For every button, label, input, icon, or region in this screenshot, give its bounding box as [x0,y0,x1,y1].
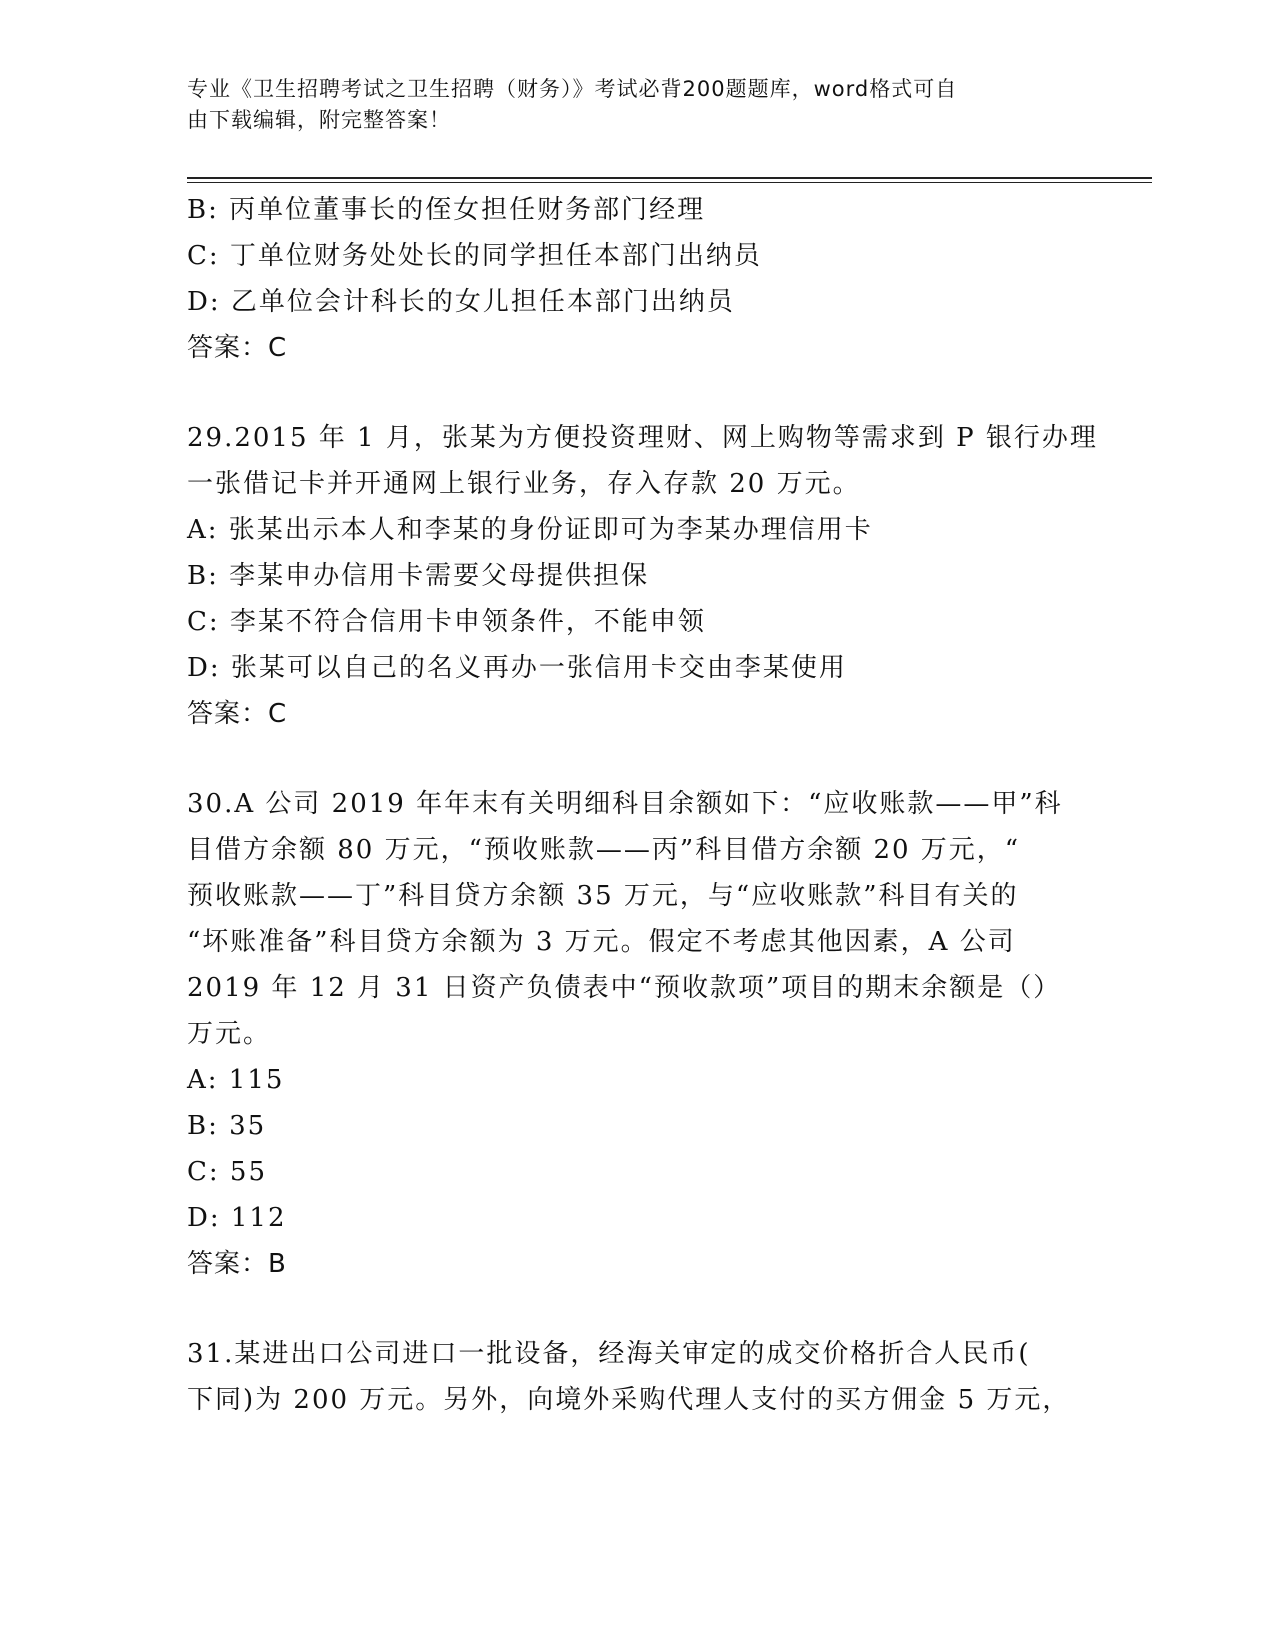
question-30 [187,781,1087,1287]
q31-stem-line-2: 下同)为 200 万元。另外，向境外采购代理人支付的买方佣金 5 万元， [187,1385,1071,1415]
q28-option-d: D: 乙单位会计科长的女儿担任本部门出纳员 [187,287,735,317]
q28-option-c: C: 丁单位财务处处长的同学担任本部门出纳员 [187,241,762,271]
q30-stem-line-6: 万元。 [187,1019,272,1049]
q29-option-d: D: 张某可以自己的名义再办一张信用卡交由李某使用 [187,653,847,683]
q29-stem-line-2: 一张借记卡并开通网上银行业务，存入存款 20 万元。 [187,469,861,499]
q29-option-a: A: 张某出示本人和李某的身份证即可为李某办理信用卡 [187,515,873,545]
spacer [187,1287,1087,1331]
q30-option-b: B: 35 [187,1111,267,1141]
q29-answer: 答案：C [187,699,288,729]
header-line-1: 专业《卫生招聘考试之卫生招聘（财务）》考试必背200题题库，word格式可自 [187,77,958,101]
q28-answer: 答案：C [187,333,288,363]
header-divider-thick [187,177,1152,179]
q30-answer: 答案：B [187,1249,287,1279]
q29-stem-line-1: 29.2015 年 1 月，张某为方便投资理财、网上购物等需求到 P 银行办理 [187,423,1098,453]
q30-option-d: D: 112 [187,1203,287,1233]
question-28-tail [187,187,1087,371]
q29-option-b: B: 李某申办信用卡需要父母提供担保 [187,561,650,591]
question-31 [187,1331,1087,1423]
spacer [187,371,1087,415]
q30-stem-line-1: 30.A 公司 2019 年年末有关明细科目余额如下：“应收账款——甲”科 [187,789,1063,819]
q30-option-a: A: 115 [187,1065,285,1095]
document-header [187,74,1067,136]
q30-stem-line-3: 预收账款——丁”科目贷方余额 35 万元，与“应收账款”科目有关的 [187,881,1019,911]
q29-option-c: C: 李某不符合信用卡申领条件，不能申领 [187,607,706,637]
q30-stem-line-5: 2019 年 12 月 31 日资产负债表中“预收款项”项目的期末余额是（） [187,973,1062,1003]
q30-option-c: C: 55 [187,1157,268,1187]
q31-stem-line-1: 31.某进出口公司进口一批设备，经海关审定的成交价格折合人民币( [187,1339,1031,1369]
header-divider-thin [187,182,1152,183]
spacer [187,737,1087,781]
question-29 [187,415,1098,737]
q30-stem-line-2: 目借方余额 80 万元，“预收账款——丙”科目借方余额 20 万元，“ [187,835,1021,865]
q28-option-b: B: 丙单位董事长的侄女担任财务部门经理 [187,195,706,225]
q30-stem-line-4: “坏账准备”科目贷方余额为 3 万元。假定不考虑其他因素，A 公司 [187,927,1016,957]
header-line-2: 由下载编辑，附完整答案！ [187,108,451,132]
question-content [187,187,1098,1423]
